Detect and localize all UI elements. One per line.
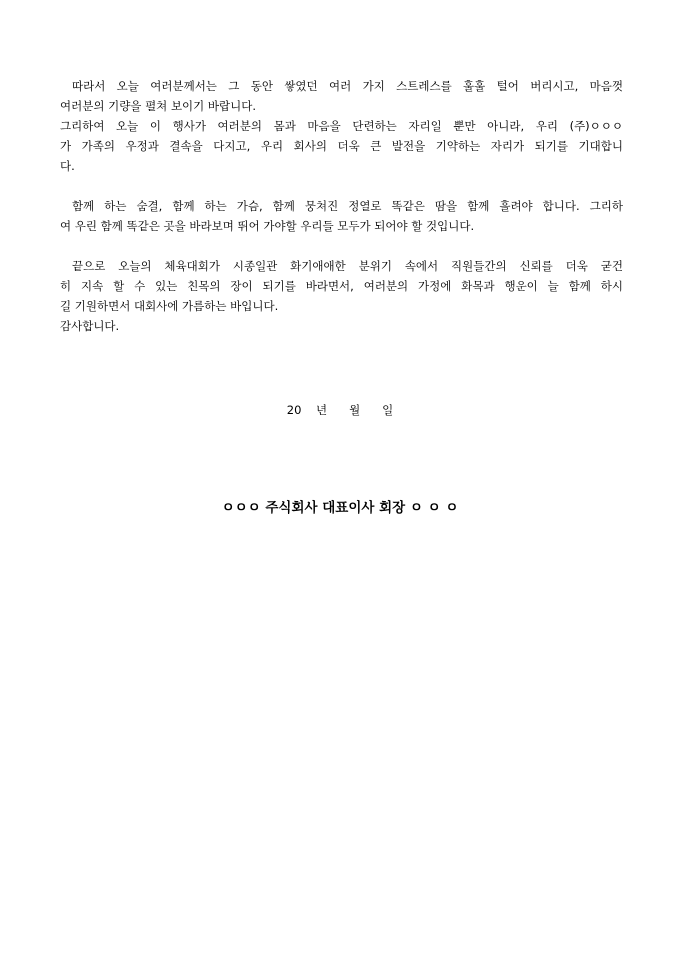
paragraph-spacer: [60, 236, 623, 256]
closing-thanks: 감사합니다.: [60, 319, 120, 333]
paragraph-3-line-3: 길 기원하면서 대회사에 가름하는 바입니다.: [60, 299, 279, 313]
signature-line: ㅇㅇㅇ 주식회사 대표이사 회장 ㅇ ㅇ ㅇ: [221, 500, 459, 516]
paragraph-1-line-4: 가 가족의 우정과 결속을 다지고, 우리 회사의 더욱 큰 발전을 기약하는 자리가 되기를 기대합니: [60, 139, 623, 153]
paragraph-2-line-2: 여 우린 함께 똑같은 곳을 바라보며 뛰어 가야할 우리들 모두가 되어야 할 것입니다.: [60, 219, 475, 233]
paragraph-3-line-2: 히 지속 할 수 있는 친목의 장이 되기를 바라면서, 여러분의 가정에 화목과 행운이 늘 함께 하시: [60, 279, 623, 293]
paragraph-2-line-1: 함께 하는 숨결, 함께 하는 가슴, 함께 뭉쳐진 정열로 똑같은 땀을 함께 흘려야 합니다. 그리하: [72, 199, 623, 213]
paragraph-3-line-1: 끝으로 오늘의 체육대회가 시종일관 화기애애한 분위기 속에서 직원들간의 신뢰를 더욱 굳건: [72, 259, 623, 273]
paragraph-spacer: [60, 176, 623, 196]
paragraph-1-line-1: 따라서 오늘 여러분께서는 그 동안 쌓였던 여러 가지 스트레스를 훌훌 털어 버리시고, 마음껏: [72, 79, 623, 93]
date-line: 20 년 월 일: [286, 403, 394, 417]
paragraph-1-line-2: 여러분의 기량을 펼쳐 보이기 바랍니다.: [60, 99, 257, 113]
document-body: [60, 76, 623, 336]
paragraph-1-line-3: 그리하여 오늘 이 행사가 여러분의 몸과 마음을 단련하는 자리일 뿐만 아니라, 우리 (주)ㅇㅇㅇ: [60, 119, 623, 133]
paragraph-1-line-5: 다.: [60, 159, 75, 173]
